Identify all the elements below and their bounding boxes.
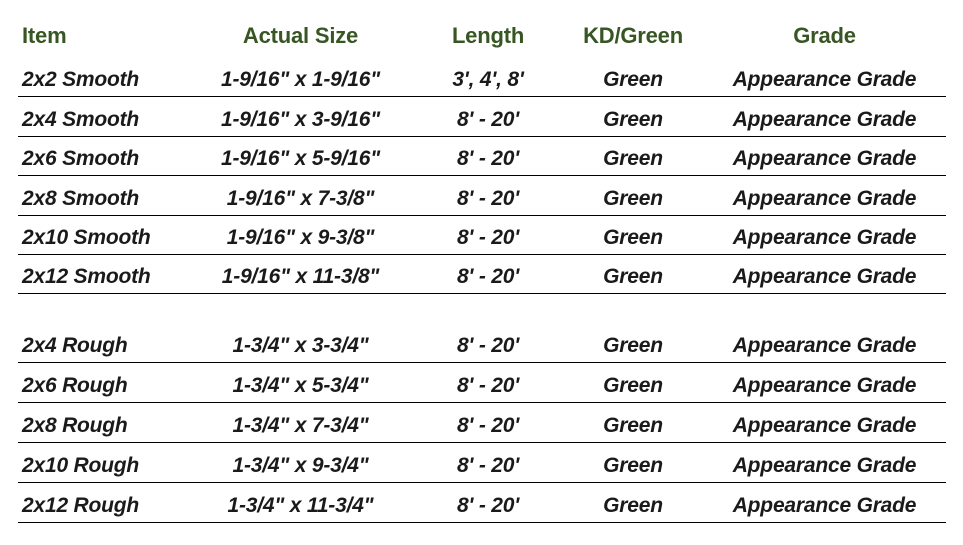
cell-grade: Appearance Grade <box>732 454 917 478</box>
lumber-size-table <box>18 0 946 523</box>
cell-grade: Appearance Grade <box>732 494 917 518</box>
cell-length: 8' - 20' <box>456 334 520 358</box>
cell-length: 8' - 20' <box>456 265 520 289</box>
table-row <box>18 176 946 215</box>
cell-kd-green: Green <box>603 265 663 289</box>
cell-kd-green: Green <box>603 454 663 478</box>
cell-grade: Appearance Grade <box>732 186 917 210</box>
cell-length: 3', 4', 8' <box>452 68 524 92</box>
cell-length: 8' - 20' <box>456 186 520 210</box>
table-row <box>18 97 946 136</box>
cell-grade: Appearance Grade <box>732 225 917 249</box>
column-header-actual-size: Actual Size <box>242 23 359 48</box>
cell-length: 8' - 20' <box>456 107 520 131</box>
table-row <box>18 363 946 403</box>
cell-kd-green: Green <box>603 147 663 171</box>
table-header-row <box>18 0 946 58</box>
cell-grade: Appearance Grade <box>732 265 917 289</box>
cell-kd-green: Green <box>603 186 663 210</box>
table-row <box>18 323 946 363</box>
cell-length: 8' - 20' <box>456 454 520 478</box>
cell-actual-size: 1-9/16" x 7-3/8" <box>226 186 375 210</box>
cell-length: 8' - 20' <box>456 147 520 171</box>
table-row <box>18 483 946 523</box>
cell-item: 2x12 Smooth <box>22 265 151 289</box>
cell-actual-size: 1-3/4" x 9-3/4" <box>232 454 369 478</box>
section-smooth <box>18 58 946 294</box>
cell-kd-green: Green <box>603 374 663 398</box>
column-header-item: Item <box>22 23 67 48</box>
cell-item: 2x4 Smooth <box>22 107 140 131</box>
cell-grade: Appearance Grade <box>732 107 917 131</box>
cell-actual-size: 1-3/4" x 3-3/4" <box>232 334 369 358</box>
table-body <box>18 58 946 523</box>
cell-kd-green: Green <box>603 68 663 92</box>
cell-item: 2x10 Smooth <box>22 225 151 249</box>
cell-actual-size: 1-9/16" x 3-9/16" <box>221 107 380 131</box>
cell-item: 2x10 Rough <box>22 454 140 478</box>
section-spacer <box>18 294 946 323</box>
cell-actual-size: 1-9/16" x 11-3/8" <box>221 265 380 289</box>
cell-grade: Appearance Grade <box>732 147 917 171</box>
cell-actual-size: 1-3/4" x 11-3/4" <box>227 494 374 518</box>
cell-item: 2x2 Smooth <box>22 68 140 92</box>
cell-item: 2x8 Rough <box>22 414 128 438</box>
cell-item: 2x8 Smooth <box>22 186 140 210</box>
cell-kd-green: Green <box>603 414 663 438</box>
cell-length: 8' - 20' <box>456 414 520 438</box>
column-header-grade: Grade <box>793 23 856 48</box>
cell-grade: Appearance Grade <box>732 68 917 92</box>
cell-grade: Appearance Grade <box>732 414 917 438</box>
table-row <box>18 137 946 176</box>
table-row <box>18 58 946 97</box>
section-rough <box>18 323 946 523</box>
cell-length: 8' - 20' <box>456 225 520 249</box>
column-header-length: Length <box>451 23 525 48</box>
cell-kd-green: Green <box>603 225 663 249</box>
cell-actual-size: 1-3/4" x 5-3/4" <box>232 374 369 398</box>
table-row <box>18 403 946 443</box>
table-row <box>18 255 946 294</box>
cell-item: 2x6 Smooth <box>22 147 140 171</box>
cell-actual-size: 1-3/4" x 7-3/4" <box>232 414 369 438</box>
cell-kd-green: Green <box>603 107 663 131</box>
cell-item: 2x12 Rough <box>22 494 140 518</box>
cell-kd-green: Green <box>603 494 663 518</box>
cell-length: 8' - 20' <box>456 494 520 518</box>
cell-item: 2x4 Rough <box>22 334 128 358</box>
cell-kd-green: Green <box>603 334 663 358</box>
cell-actual-size: 1-9/16" x 9-3/8" <box>226 225 375 249</box>
cell-grade: Appearance Grade <box>732 374 917 398</box>
cell-length: 8' - 20' <box>456 374 520 398</box>
cell-actual-size: 1-9/16" x 1-9/16" <box>221 68 380 92</box>
cell-grade: Appearance Grade <box>732 334 917 358</box>
cell-item: 2x6 Rough <box>22 374 128 398</box>
column-header-kd-green: KD/Green <box>583 23 683 48</box>
table-row <box>18 216 946 255</box>
table-row <box>18 443 946 483</box>
cell-actual-size: 1-9/16" x 5-9/16" <box>221 147 380 171</box>
